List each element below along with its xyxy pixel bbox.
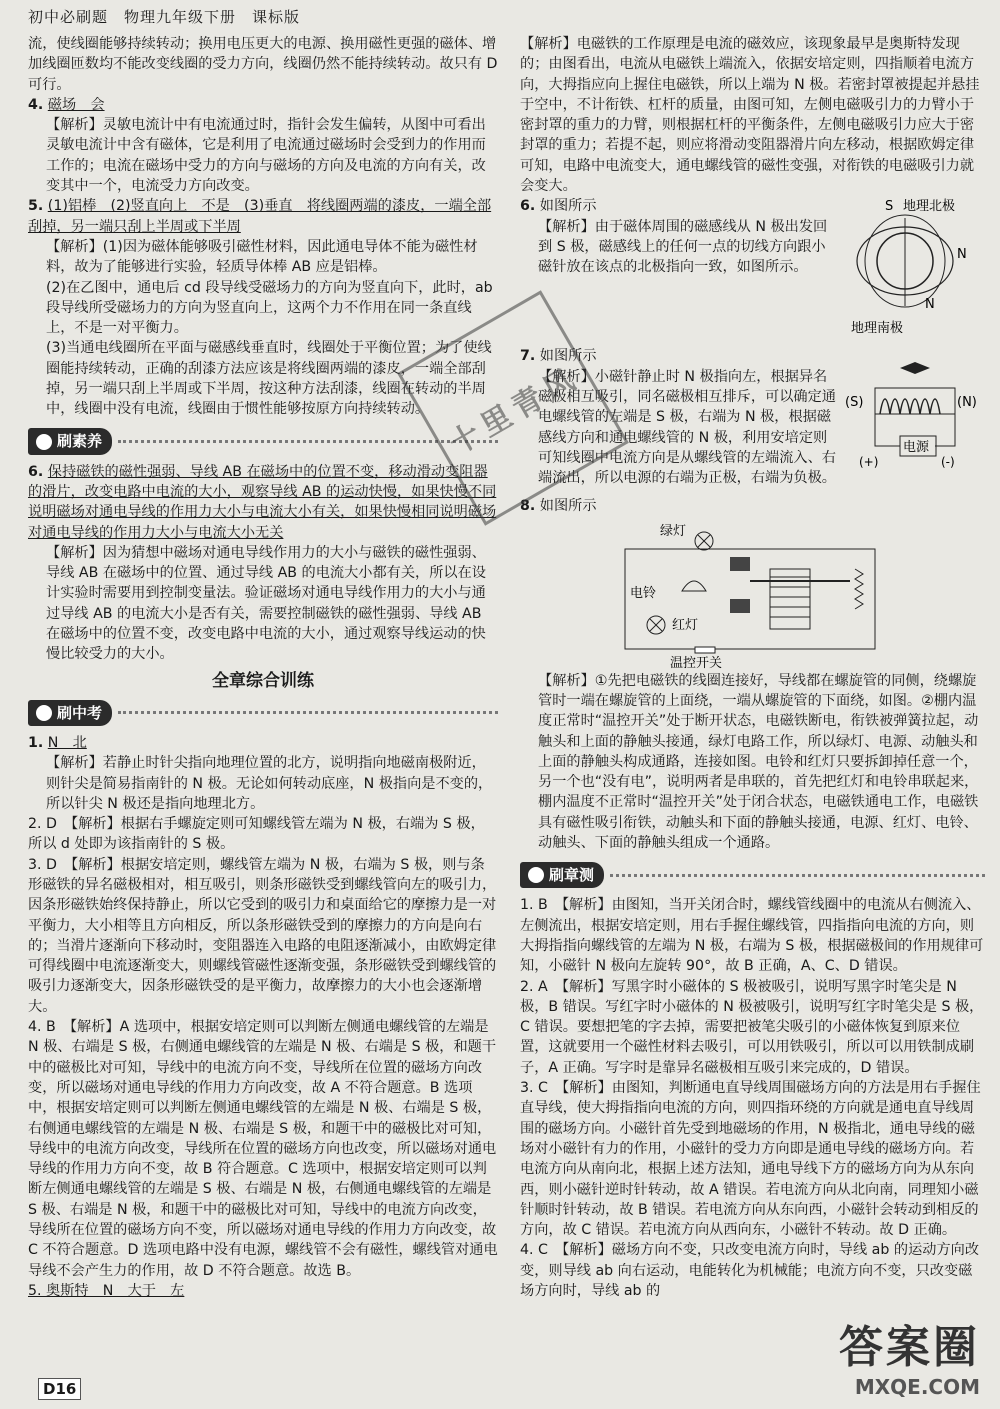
explanation-8: 【解析】①先把电磁铁的线圈连接好，导线都在螺旋管的同侧，绕螺旋管时一端在螺旋管的上面绕，一端从螺旋管的下面绕，如图。②棚内温度正常时“温控开关”处于断开状态，电磁铁断电，衔铁被弹簧拉起，动触头和上面的静触头接通，绿灯电路工作，所以绿灯、电源、动触头和上面的静触头构成通路，连接如图。电铃和红灯只要拆卸掉任意一个，另一个也“没有电”，说明两者是串联的，首先把红灯和电铃串联起来，棚内温度不正常时“温控开关”处于闭合状态，电磁铁通电工作，电磁铁具有磁性吸引衔铁，动触头和下面的静触头接通，电源、红灯、电铃、动触头、下面的静触头组成一个通路。 [538,672,979,852]
answer-text: 如图所示 [539,498,597,515]
answer-text: 保持磁铁的磁性强弱、导线 AB 在磁场中的位置不变，移动滑动变阻器的滑片，改变电路中电流的大小，观察导线 AB 的运动快慢，如果快慢不同说明磁场对通电导线的作用力大小与电流大小有关，如果快慢相同说明磁场对通电导线的作用力大小与电流大小无关 [28,463,497,541]
paragraph: 流，使线圈能够持续转动；换用电压更大的电源、换用磁性更强的磁体、增加线圈匝数均不能改变线圈的受力方向，线圈仍然不能持续转动。故只有 D 可行。 [28,36,498,93]
geographic-south-label: 地理南极 [851,321,904,337]
explanation-5-continued: 【解析】电磁铁的工作原理是电流的磁效应，该现象最早是奥斯特发现的；由图看出，电流从电磁铁上端流入，依据安培定则，四指顺着电流方向，大拇指应向上握住电磁铁，所以上端为 N 极。若密封罩被提起并悬挂于空中，不计衔铁、杠杆的质量，由图可知，左侧电磁吸引力的力臂小于密封罩的重力的力臂，则根据杠杆的平衡条件，左侧电磁吸引力应大于密封罩的重力；若提不起，则应将滑动变阻器滑片向左移动，根据欧姆定律可知，电路中电流变大，通电螺线管的磁性变强，对衔铁的电磁吸引力就会变大。 [520,36,980,195]
answer-4 [28,95,498,115]
explanation-7: 【解析】小磁针静止时 N 极指向左，根据异名磁极相互吸引，同名磁极相互排斥，可以确定通电螺线管的左端是 S 极，右端为 N 极，根据磁感线方向和通电螺线管的 N 极，利用安培定则可知线圈中电流方向是从螺线管的左端流入、右端流出，所以电源的右端为正极，右端为负极。 [538,368,836,487]
answer-text: 如图所示 [539,348,597,365]
exam-answer-2: 2. D 【解析】根据右手螺旋定则可知螺线管左端为 N 极，右端为 S 极，所以 d 处即为该指南针的 S 极。 [28,816,485,853]
section-header-literacy [28,428,498,456]
explanation-5-1: 【解析】(1)因为磁体能够吸引磁性材料，因此通电导体不能为磁性材料，故为了能够进行实验，轻质导体棒 AB 应是铝棒。 [46,238,478,276]
answer-text: 磁场 会 [47,96,105,113]
negative-terminal-label: (-) [941,455,955,470]
answer-text: 如图所示 [539,198,597,215]
test-answer-2: 2. A 【解析】写黑字时小磁体的 S 极被吸引，说明写黑字时笔尖是 N 极，B 错误。写红字时小磁体的 N 极被吸引，说明写红字时笔尖是 S 极，C 错误。要想把笔的字去掉，需要把被笔尖吸引的小磁体恢复到原来位置，这就要用一个磁性材料去吸引，可以用铁吸引，所以可以用铁制成刷子，A 正确。写字时是靠异名磁极相互吸引来完成的，D 错误。 [520,978,984,1076]
answer-6-block [520,196,985,346]
explanation-5-2: (2)在乙图中，通电后 cd 段导线受磁场力的方向为竖直向下，此时，ab 段导线所受磁场力的方向为竖直向上，这两个力不作用在同一条直线上，不是一对平衡力。 [46,279,493,337]
red-light-label: 红灯 [672,617,699,633]
electromagnetic-relay-figure [620,519,980,669]
question-number: 6. [28,463,44,480]
page-header: 初中必刷题 物理九年级下册 课标版 [28,8,301,26]
section-title: 刷素养 [57,432,103,451]
section-title: 刷章测 [549,866,595,885]
answer-5 [28,196,498,237]
question-number: 4. [28,96,44,113]
positive-terminal-label: (+) [859,455,879,470]
section-header-chapter-test [520,861,985,889]
exam-explanation-1: 【解析】若静止时针尖指向地理位置的北方，说明指向地磁南极附近，则针尖是简易指南针的 N 极。无论如何转动底座，N 极指向是不变的，所以针尖 N 极还是指向地理北方。 [46,755,493,812]
power-source-label: 电源 [903,440,930,456]
exam-answer-5: 5. 奥斯特 N 大于 左 [28,1282,185,1299]
n-label-right: N [957,247,967,263]
exam-answer-1 [28,733,498,753]
left-column [28,34,498,1301]
watermark-url: MXQE.COM [854,1375,980,1399]
solenoid-circuit-figure [845,356,985,486]
brush-icon [36,705,52,721]
explanation-5-3: (3)当通电线圈所在平面与磁感线垂直时，线圈处于平衡位置；为了使线圈能持续转动，正确的刮漆方法应该是将线圈两端的漆皮，一端全部刮掉，另一端只刮上半周或下半周，按这种方法刮漆，线圈在转动的半周中，线圈中没有电流，线圈由于惯性能够按原方向持续转动。 [46,340,492,418]
test-answer-1: 1. B 【解析】由图知，当开关闭合时，螺线管线圈中的电流从右侧流入、左侧流出，根据安培定则，用右手握住螺线管，四指指向电流的方向，则大拇指指向螺线管的左端为 N 极，右端为 S 极，根据磁极间的作用规律可知，小磁针 N 极向左旋转 90°，故 B 正确，A、C、D 错误。 [520,897,984,975]
geographic-north-label: 地理北极 [903,199,956,215]
question-number: 5. [28,198,44,215]
divider [610,874,985,877]
s-pole-label: S [885,199,894,215]
brush-icon [36,434,52,450]
brush-icon [528,867,544,883]
exam-answer-4: 4. B 【解析】A 选项中，根据安培定则可以判断左侧通电螺线管的左端是 N 极、右端是 S 极，右侧通电螺线管的左端是 N 极、右端是 S 极，和题干中的磁极比对可知，导线中的电流方向不变，导线所在位置的磁场方向改变，所以磁场对通电导线的作用力方向改变，故 A 不符合题意。B 选项中，根据安培定则可以判断左侧通电螺线管的左端是 N 极、右端是 S 极，右侧通电螺线管的左端是 N 极、右端是 S 极，和题干中的磁极比对可知，导线中的电流方向改变，导线所在位置的磁场方向也改变，所以磁场对通电导线的作用力方向不变，故 B 符合题意。C 选项中，根据安培定则可以判断左侧通电螺线管的左端是 S 极、右端是 N 极，右侧通电螺线管的左端是 S 极、右端是 N 极，和题干中的磁极比对可知，导线中的电流方向改变，导线所在位置的磁场方向不变，所以磁场对通电导线的作用力方向改变，故 C 不符合题意。D 选项电路中没有电源，螺线管不会有磁性，螺线管对通电导线不会产生力的作用，故 D 不符合题意。故选 B。 [28,1019,498,1279]
s-pole-label: (S) [845,395,864,411]
answer-6-line [520,196,838,216]
test-answer-3: 3. C 【解析】由图知，判断通电直导线周围磁场方向的方法是用右手握住直导线，使大拇指指向电流的方向，则四指环绕的方向就是通电直导线周围的磁场方向。小磁针首先受到地磁场的作用，N 极指北，通电导线的磁场对小磁针有力的作用，小磁针的受力方向即是通电导线的磁场方向。若电流方向从南向北，根据上述方法知，通电导线下方的磁场方向为从东向西，则小磁针逆时针转动，故 A 错误。若电流方向从北向南，同理知小磁针顺时针转动，故 B 错误。若电流方向从东向西，小磁针会转动到相反的方向，故 C 错误。若电流方向从西向东，小磁针不转动。故 D 正确。 [520,1080,981,1239]
question-number: 8. [520,498,536,515]
watermark-title: 答案圈 [839,1322,980,1373]
answer-8 [520,496,985,516]
test-answer-4: 4. C 【解析】磁场方向不变，只改变电流方向时，导线 ab 的运动方向改变，则导线 ab 向右运动，电能转化为机械能；电流方向不变，只改变磁场方向时，导线 ab 的 [520,1242,980,1299]
answer-text: N 北 [47,734,87,751]
exam-answer-3: 3. D 【解析】根据安培定则，螺线管左端为 N 极，右端为 S 极，则与条形磁铁的异名磁极相对，相互吸引，则条形磁铁受到螺线管向左的吸引力，因条形磁铁始终保持静止，所以它受到的吸引力和桌面给它的摩擦力是一对平衡力，大小相等且方向相反，所以条形磁铁受到的摩擦力的方向是向右的；当滑片逐渐向下移动时，变阻器连入电路的电阻逐渐减小，由欧姆定律可得线圈中电流逐渐变大，则螺线管磁性逐渐变强，条形磁铁受到螺线管的吸引力逐渐变大，因条形磁铁受的是平衡力，故摩擦力的大小也会逐渐增大。 [28,856,497,1015]
question-number: 1. [28,734,44,751]
section-title: 刷中考 [57,703,103,722]
n-pole-label: (N) [957,395,977,411]
green-light-label: 绿灯 [660,523,687,539]
bell-label: 电铃 [630,585,657,601]
thermostat-switch-label: 温控开关 [670,655,723,669]
explanation-6: 【解析】由于磁体周围的磁感线从 N 极出发回到 S 极，磁感线上的任何一点的切线方向跟小磁针放在该点的北极指向一致，如图所示。 [538,218,828,276]
explanation-6: 【解析】因为猜想中磁场对通电导线作用力的大小与磁铁的磁性强弱、导线 AB 在磁场中的位置、通过导线 AB 的电流大小都有关，所以在设计实验时需要用到控制变量法。验证磁场对通电导线作用力的大小与通过导线 AB 的电流大小是否有关，需要控制磁铁的磁性强弱、导线 AB 在磁场中的位置不变，改变电路中电流的大小，通过观察导线运动的快慢比较受力的大小。 [46,544,486,663]
explanation-4: 【解析】灵敏电流计中有电流通过时，指针会发生偏转，从图中可看出灵敏电流计中含有磁体，它是利用了电流通过磁场时会受到力的作用而工作的；电流在磁场中受力的方向与磁场的方向及电流的方向有关，改变其中一个，电流受力方向改变。 [46,117,486,195]
answer-text: (1)铝棒 (2)竖直向上 不是 (3)垂直 将线圈两端的漆皮，一端全部刮掉，另一端只刮上半周或下半周 [28,198,492,235]
question-number: 7. [520,348,536,365]
divider [118,711,498,714]
library-stamp: 十里青风 [397,290,629,525]
earth-magnetic-field-figure [845,196,985,336]
chapter-title: 全章综合训练 [212,670,314,691]
site-watermark [839,1311,980,1399]
n-label-bottom: N [925,297,935,313]
answer-6 [28,462,498,543]
question-number: 6. [520,198,536,215]
right-column [520,34,985,1301]
page-number: D16 [38,1378,81,1400]
section-header-exam [28,699,498,727]
